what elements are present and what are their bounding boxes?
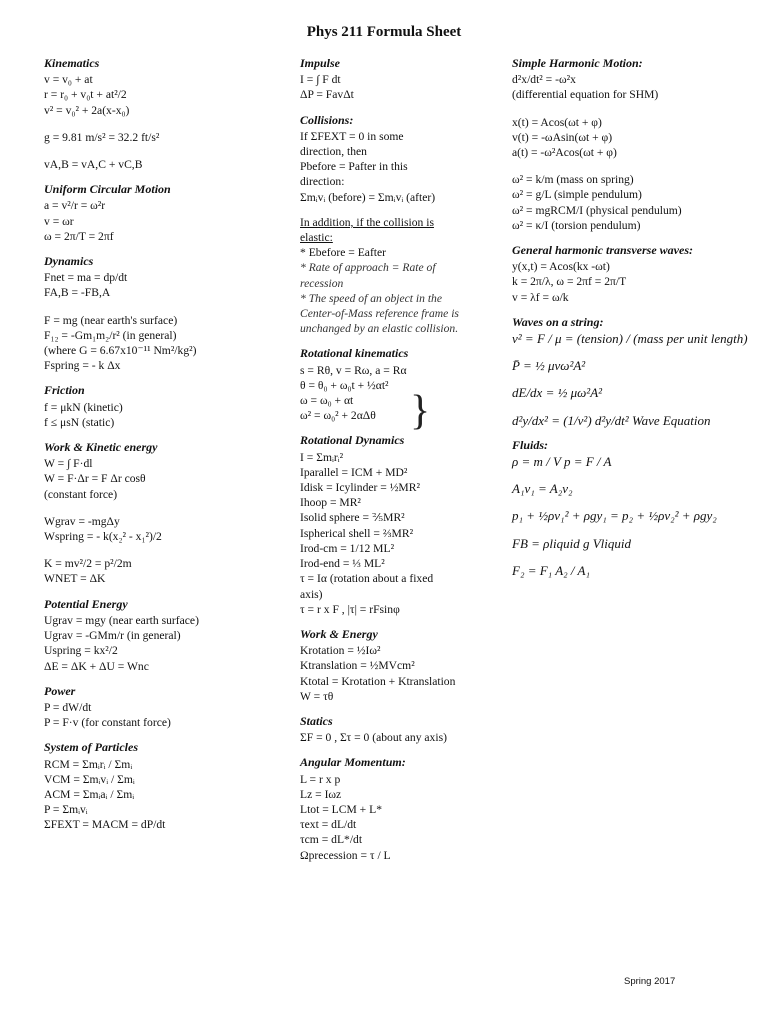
formula-line: direction: xyxy=(300,175,345,189)
section-title: Rotational Dynamics xyxy=(300,433,405,448)
section-dynamics xyxy=(44,254,279,373)
section-title: Simple Harmonic Motion: xyxy=(512,56,643,70)
section-friction xyxy=(44,383,279,430)
note-text: * The speed of an object in the Center-of-Mass reference frame is unchanged by an elastic collision. xyxy=(300,291,459,336)
formula-line: s = Rθ, v = Rω, a = Rα xyxy=(300,363,407,377)
formula-line: θ = θ₀ + ω₀t + ½αt² xyxy=(300,378,389,392)
formula-line: d²y/dx² = (1/v²) d²y/dt² Wave Equation xyxy=(512,412,711,428)
formula-line: If ΣFEXT = 0 in some xyxy=(300,129,404,143)
formula-line: I = Σmᵢrᵢ² xyxy=(300,450,344,464)
formula-line: Ugrav = mgy (near earth surface) xyxy=(44,613,199,627)
page-title: Phys 211 Formula Sheet xyxy=(306,24,462,40)
section-title: Collisions: xyxy=(300,112,354,127)
formula-line: L = r x p xyxy=(300,772,341,786)
formula-line: Lz = Iωz xyxy=(300,787,342,801)
formula-line: ΣF = 0 , Στ = 0 (about any axis) xyxy=(300,731,447,745)
formula-line: WNET = ΔK xyxy=(44,572,106,586)
formula-line: F = mg (near earth's surface) xyxy=(44,313,178,327)
formula-line: Isolid sphere = ⅖MR² xyxy=(300,511,405,525)
formula-line: VCM = Σmᵢvᵢ / Σmᵢ xyxy=(44,772,135,786)
formula-line: Uspring = kx²/2 xyxy=(44,644,118,658)
formula-line: a(t) = -ω²Acos(ωt + φ) xyxy=(512,146,617,160)
section-title: Rotational kinematics xyxy=(300,346,409,361)
formula-line: f ≤ μsN (static) xyxy=(44,415,115,429)
formula-line: v = v₀ + at xyxy=(44,73,93,87)
formula-line: K = mv²/2 = p²/2m xyxy=(44,557,132,571)
formula-line: Ihoop = MR² xyxy=(300,496,361,510)
section-title: Kinematics xyxy=(44,56,100,70)
formula-line: P = F·v (for constant force) xyxy=(44,716,171,730)
section-title: Work & Kinetic energy xyxy=(44,440,158,455)
formula-line: F₂ = F₁ A₂ / A₁ xyxy=(512,562,591,578)
formula-line: A₁v₁ = A₂v₂ xyxy=(512,481,573,497)
formula-line: ω² = mgRCM/I (physical pendulum) xyxy=(512,203,682,217)
formula-line: p₁ + ½ρv₁² + ρgy₁ = p₂ + ½ρv₂² + ρgy₂ xyxy=(512,508,717,524)
formula-line: ρ = m / V p = F / A xyxy=(512,454,612,470)
formula-line: Idisk = Icylinder = ½MR² xyxy=(300,481,420,495)
section-title: Power xyxy=(44,683,76,698)
formula-line: direction, then xyxy=(300,145,367,159)
spacer xyxy=(44,145,279,157)
formula-line: ΔE = ΔK + ΔU = Wnc xyxy=(44,659,149,673)
spacer xyxy=(512,524,752,536)
formula-line: W = τθ xyxy=(300,689,334,703)
formula-line: Ωprecession = τ / L xyxy=(300,848,391,862)
formula-line: Fspring = - k Δx xyxy=(44,359,121,373)
formula-line: P̄ = ½ μvω²A² xyxy=(512,358,586,374)
spacer xyxy=(512,160,752,172)
brace-symbol: } xyxy=(410,388,431,434)
formula-line: I = ∫ F dt xyxy=(300,73,341,87)
formula-line: Krotation = ½Iω² xyxy=(300,644,381,658)
formula-line: Iparallel = ICM + MD² xyxy=(300,465,408,479)
formula-line: FA,B = -FB,A xyxy=(44,286,111,300)
formula-line: Pbefore = Pafter in this xyxy=(300,160,408,174)
spacer xyxy=(512,103,752,115)
spacer xyxy=(512,401,752,413)
section-title: Angular Momentum: xyxy=(300,755,406,770)
formula-line: f = μkN (kinetic) xyxy=(44,400,123,414)
section-title: Impulse xyxy=(300,56,341,70)
spacer xyxy=(44,544,279,556)
spacer xyxy=(44,502,279,514)
formula-line: Ktotal = Krotation + Ktranslation xyxy=(300,674,456,688)
column-3 xyxy=(512,56,752,588)
formula-line: ω² = ω₀² + 2αΔθ xyxy=(300,409,376,423)
spacer xyxy=(44,301,279,313)
section-title: Statics xyxy=(300,713,333,728)
spacer xyxy=(512,346,752,358)
spacer xyxy=(512,551,752,563)
note-text: * Rate of approach = Rate of recession xyxy=(300,261,436,290)
column-1 xyxy=(44,56,279,843)
column-2 xyxy=(300,56,470,873)
formula-line: ω² = k/m (mass on spring) xyxy=(512,173,634,187)
section-rotational-kinematics xyxy=(300,346,470,423)
formula-line: * Ebefore = Eafter xyxy=(300,246,387,260)
formula-line: W = ∫ F·dl xyxy=(44,457,93,471)
section-angular-momentum xyxy=(300,755,470,862)
formula-line: y(x,t) = Acos(kx -ωt) xyxy=(512,260,610,274)
formula-line: ΔP = FavΔt xyxy=(300,88,354,102)
formula-line: (constant force) xyxy=(44,487,118,501)
formula-line: (where G = 6.67x10⁻¹¹ Nm²/kg²) xyxy=(44,344,197,358)
formula-line: P = Σmᵢvᵢ xyxy=(44,803,88,817)
section-title: Dynamics xyxy=(44,254,94,269)
formula-line: FB = ρliquid g Vliquid xyxy=(512,535,632,551)
formula-line: Ispherical shell = ⅔MR² xyxy=(300,526,414,540)
section-uniform-circular-motion xyxy=(44,182,279,244)
section-system-of-particles xyxy=(44,740,279,832)
section-title: Work & Energy xyxy=(300,626,378,641)
formula-line: g = 9.81 m/s² = 32.2 ft/s² xyxy=(44,130,160,144)
section-note-2 xyxy=(300,215,470,337)
spacer xyxy=(512,496,752,508)
section-title: Fluids: xyxy=(512,437,549,452)
spacer xyxy=(44,118,279,130)
formula-line: v = ωr xyxy=(44,214,74,228)
formula-line: v = λf = ω/k xyxy=(512,290,569,304)
spacer xyxy=(512,373,752,385)
formula-line: Σmᵢvᵢ (before) = Σmᵢvᵢ (after) xyxy=(300,190,436,204)
formula-line: In addition, if the collision is xyxy=(300,215,434,229)
formula-line: Irod-cm = 1/12 ML² xyxy=(300,541,395,555)
formula-line: Ugrav = -GMm/r (in general) xyxy=(44,629,181,643)
formula-line: ΣFEXT = MACM = dP/dt xyxy=(44,818,166,832)
formula-line: τ = r x F , |τ| = rFsinφ xyxy=(300,602,400,616)
section-title: System of Particles xyxy=(44,740,138,755)
formula-line: v² = F / μ = (tension) / (mass per unit length) xyxy=(512,331,748,347)
formula-line: P = dW/dt xyxy=(44,700,92,714)
formula-line: (differential equation for SHM) xyxy=(512,88,659,102)
formula-line: Ltot = LCM + L* xyxy=(300,802,382,816)
formula-line: Fnet = ma = dp/dt xyxy=(44,271,128,285)
section-power xyxy=(44,684,279,731)
formula-line: Wgrav = -mgΔy xyxy=(44,514,120,528)
section-title: Potential Energy xyxy=(44,596,128,611)
formula-line: axis) xyxy=(300,587,323,601)
spacer xyxy=(512,469,752,481)
section-work-kinetic-energy xyxy=(44,440,279,587)
formula-line: r = r₀ + v₀t + at²/2 xyxy=(44,88,127,102)
section-impulse xyxy=(300,56,470,103)
formula-line: Wspring = - k(x₂² - x₁²)/2 xyxy=(44,530,162,544)
formula-line: τext = dL/dt xyxy=(300,818,357,832)
formula-line: a = v²/r = ω²r xyxy=(44,199,106,213)
formula-line: d²x/dt² = -ω²x xyxy=(512,73,576,87)
formula-line: ω = 2π/T = 2πf xyxy=(44,229,114,243)
section-statics xyxy=(300,714,470,745)
section-kinematics xyxy=(44,56,279,172)
section-simple-harmonic-motion xyxy=(512,56,752,233)
footer-date: Spring 2017 xyxy=(624,976,676,987)
section-title: Waves on a string: xyxy=(512,314,604,329)
formula-line: ACM = Σmᵢaᵢ / Σmᵢ xyxy=(44,787,135,801)
formula-line: τ = Iα (rotation about a fixed xyxy=(300,572,434,586)
section-fluids xyxy=(512,438,752,578)
formula-line: ω = ω₀ + αt xyxy=(300,394,354,408)
section-title: Friction xyxy=(44,383,85,398)
formula-line: Ktranslation = ½MVcm² xyxy=(300,659,415,673)
formula-line: v² = v₀² + 2a(x-x₀) xyxy=(44,103,130,117)
section-rotational-dynamics xyxy=(300,433,470,616)
formula-line: ω² = g/L (simple pendulum) xyxy=(512,188,642,202)
section-title: Uniform Circular Motion xyxy=(44,182,171,197)
section-work-energy xyxy=(300,627,470,704)
formula-line: τcm = dL*/dt xyxy=(300,833,363,847)
formula-line: Irod-end = ⅓ ML² xyxy=(300,557,385,571)
section-title: General harmonic transverse waves: xyxy=(512,243,693,258)
formula-line: RCM = Σmᵢrᵢ / Σmᵢ xyxy=(44,757,133,771)
section-collisions xyxy=(300,113,470,205)
formula-line: F₁₂ = -Gm₁m₂/r² (in general) xyxy=(44,328,177,342)
formula-line: k = 2π/λ, ω = 2πf = 2π/T xyxy=(512,275,627,289)
formula-line: ω² = κ/I (torsion pendulum) xyxy=(512,218,641,232)
section-waves-on-a-string xyxy=(512,315,752,428)
formula-line: vA,B = vA,C + vC,B xyxy=(44,158,143,172)
section-potential-energy xyxy=(44,597,279,674)
formula-line: v(t) = -ωAsin(ωt + φ) xyxy=(512,130,613,144)
formula-line: W = F·Δr = F Δr cosθ xyxy=(44,472,146,486)
formula-line: elastic: xyxy=(300,231,333,245)
section-general-harmonic-transverse-waves xyxy=(512,243,752,305)
formula-line: x(t) = Acos(ωt + φ) xyxy=(512,115,602,129)
formula-line: dE/dx = ½ μω²A² xyxy=(512,385,603,401)
